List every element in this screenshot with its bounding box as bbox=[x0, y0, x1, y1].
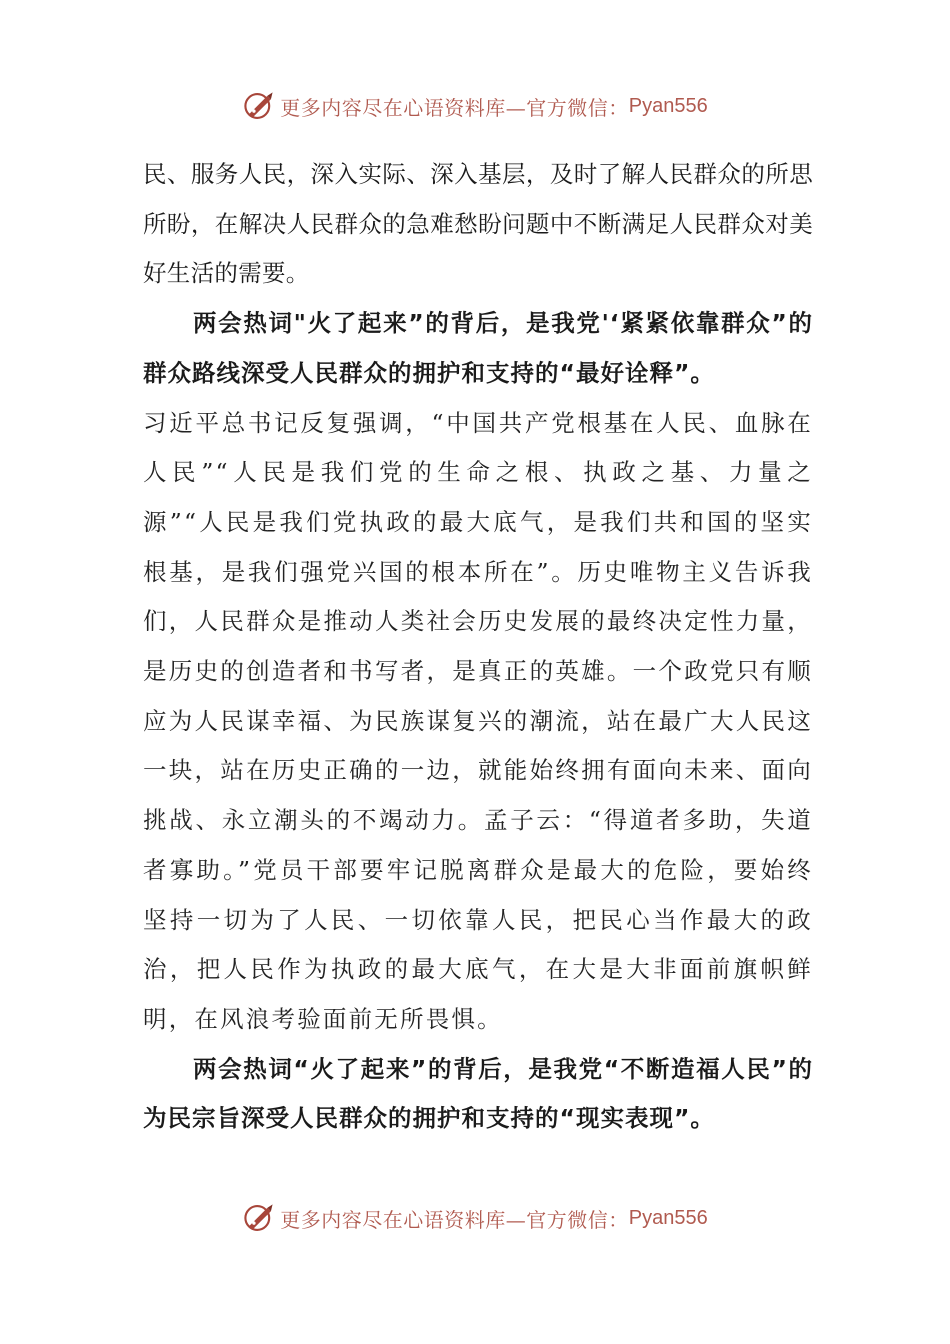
footer-wechat-id: Pyan556 bbox=[628, 1206, 708, 1229]
paragraph-3: 习近平总书记反复强调，“中国共产党根基在人民、血脉在人民”“人民是我们党的生命之根、执政之基、力量之源”“人民是我们党执政的最大底气，是我们共和国的坚实根基，是我们强党兴国的根本所在”。历史唯物主义告诉我们，人民群众是推动人类社会历史发展的最终决定性力量，是历史的创造者和书写者，是真正的英雄。一个政党只有顺应为人民谋幸福、为民族谋复兴的潮流，站在最广大人民这一块，站在历史正确的一边，就能始终拥有面向未来、面向挑战、永立潮头的不竭动力。孟子云：“得道者多助，失道者寡助。”党员干部要牢记脱离群众是最大的危险，要始终坚持一切为了人民、一切依靠人民，把民心当作最大的政治，把人民作为执政的最大底气，在大是大非面前旗帜鲜明，在风浪考验面前无所畏惧。 bbox=[143, 408, 813, 1033]
header-banner bbox=[0, 86, 950, 126]
pen-logo-icon bbox=[242, 89, 276, 123]
footer-banner bbox=[0, 1198, 950, 1238]
paragraph-2-heading: 两会热词"火了起来”的背后，是我党'‘紧紧依靠群众”的群众路线深受人民群众的拥护和支持的“最好诠释”。 bbox=[143, 309, 813, 387]
footer-banner-text: 更多内容尽在心语资料库—官方微信： bbox=[280, 1207, 629, 1232]
header-wechat-id: Pyan556 bbox=[628, 94, 708, 117]
paragraph-4-heading: 两会热词“火了起来”的背后，是我党“不断造福人民”的为民宗旨深受人民群众的拥护和支持的“现实表现”。 bbox=[143, 1054, 813, 1133]
paragraph-1: 民、服务人民，深入实际、深入基层，及时了解人民群众的所思所盼，在解决人民群众的急难愁盼问题中不断满足人民群众对美好生活的需要。 bbox=[143, 160, 813, 288]
pen-logo-icon bbox=[242, 1201, 276, 1235]
header-banner-text: 更多内容尽在心语资料库—官方微信： bbox=[280, 95, 629, 120]
document-body bbox=[143, 150, 813, 1144]
